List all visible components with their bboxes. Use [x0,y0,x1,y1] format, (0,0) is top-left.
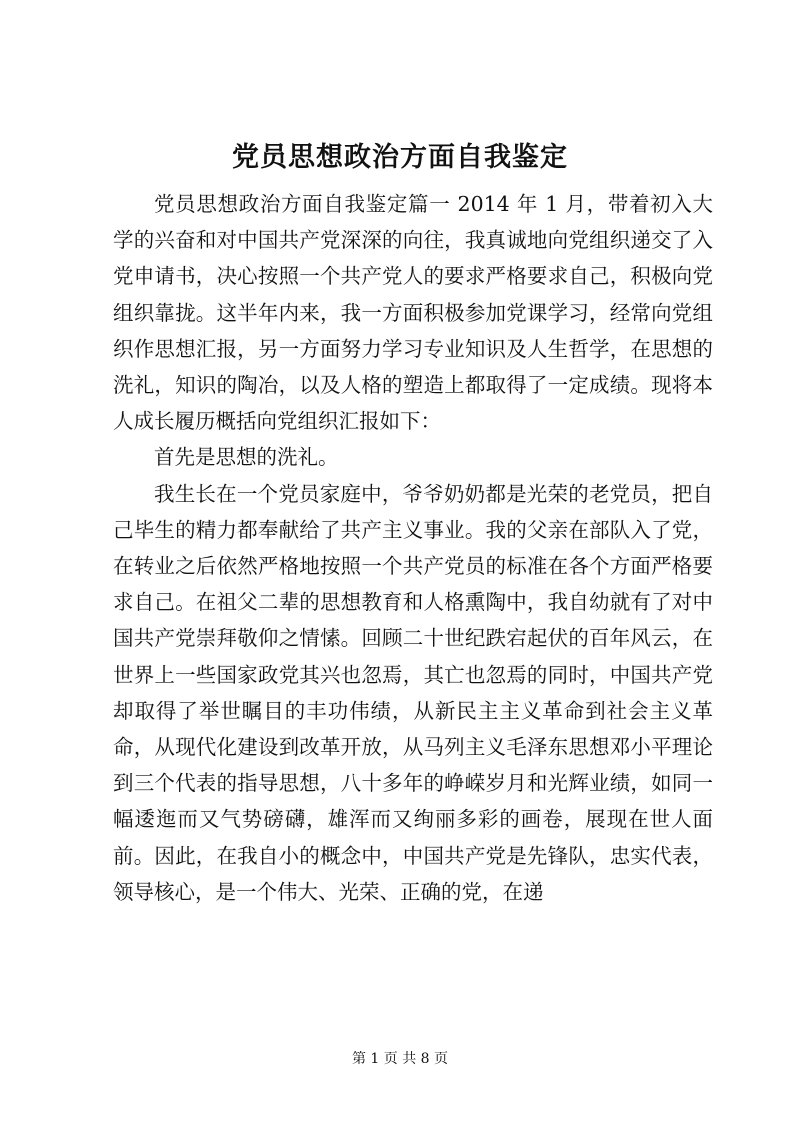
page-footer: 第 1 页 共 8 页 [351,1051,449,1067]
paragraph-heading-thought: 首先是思想的洗礼。 [154,445,339,470]
document-body [113,186,713,910]
paragraph-intro: 党员思想政治方面自我鉴定篇一 2014 年 1 月，带着初入大学的兴奋和对中国共产党深深的向往，我真诚地向党组织递交了入党申请书，决心按照一个共产党人的要求严格要求自己，积极向党组织靠拢。这半年内来，我一方面积极参加党课学习，经常向党组织作思想汇报，另一方面努力学习专业知识及人生哲学，在思想的洗礼，知识的陶冶，以及人格的塑造上都取得了一定成绩。现将本人成长履历概括向党组织汇报如下： [113,192,713,434]
paragraph-family-background: 我生长在一个党员家庭中，爷爷奶奶都是光荣的老党员，把自己毕生的精力都奉献给了共产主义事业。我的父亲在部队入了党，在转业之后依然严格地按照一个共产党员的标准在各个方面严格要求自己。在祖父二辈的思想教育和人格熏陶中，我自幼就有了对中国共产党崇拜敬仰之情愫。回顾二十世纪跌宕起伏的百年风云，在世界上一些国家政党其兴也忽焉，其亡也忽焉的同时，中国共产党却取得了举世瞩目的丰功伟绩，从新民主主义革命到社会主义革命，从现代化建设到改革开放，从马列主义毛泽东思想邓小平理论到三个代表的指导思想，八十多年的峥嵘岁月和光辉业绩，如同一幅逶迤而又气势磅礴，雄浑而又绚丽多彩的画卷，展现在世人面前。因此，在我自小的概念中，中国共产党是先锋队，忠实代表，领导核心，是一个伟大、光荣、正确的党，在递 [113,481,713,904]
page-title: 党员思想政治方面自我鉴定 [232,142,568,173]
